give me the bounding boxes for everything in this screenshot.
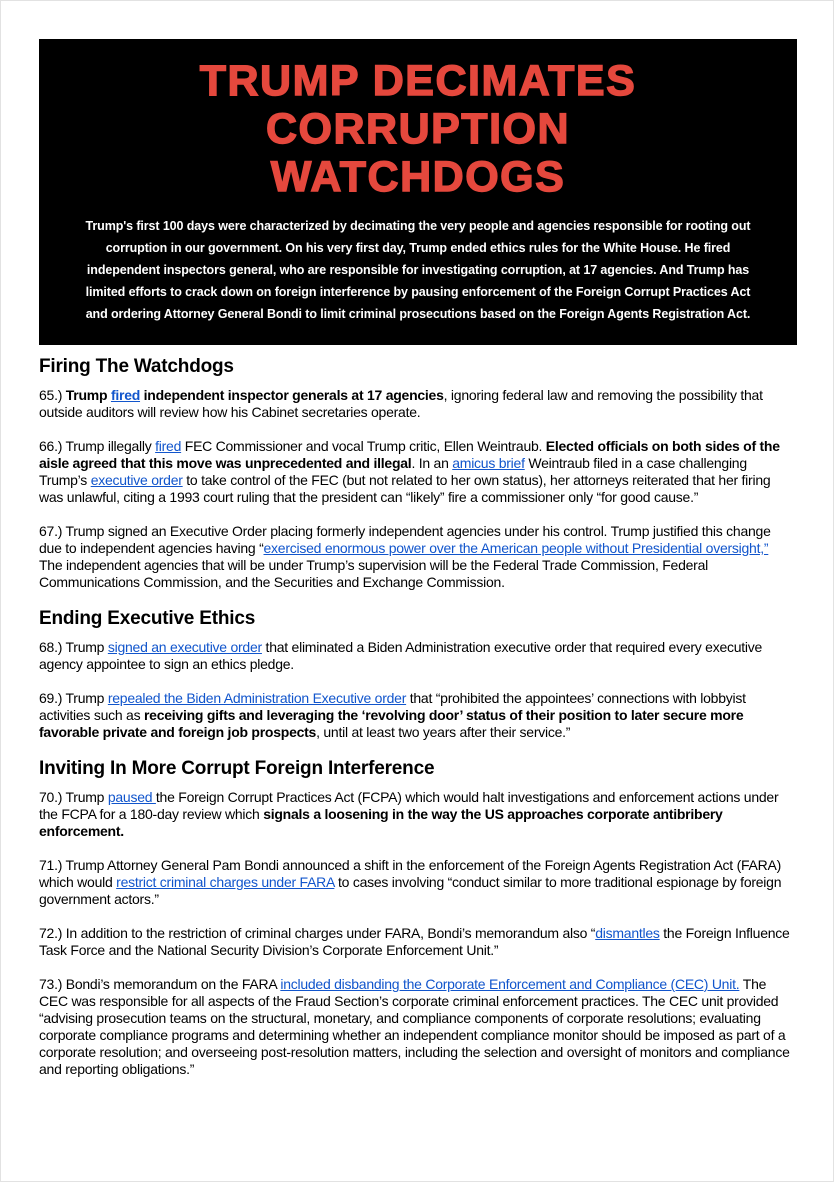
document-title bbox=[65, 57, 771, 201]
body-text: 68.) Trump bbox=[39, 639, 108, 655]
body-text: , ignoring federal law and removing the possibility that outside auditors will review how his Cabinet secretaries operate. bbox=[39, 387, 763, 420]
text-link[interactable]: amicus brief bbox=[452, 455, 525, 471]
text-link[interactable]: executive order bbox=[90, 472, 183, 488]
document-body bbox=[39, 356, 795, 1078]
body-text: 73.) Bondi’s memorandum on the FARA bbox=[39, 976, 281, 992]
body-text: the Foreign Corrupt Practices Act (FCPA) which would halt investigations and enforcement actions under the FCPA for a 180-day review which bbox=[39, 789, 779, 822]
title-line-1: TRUMP DECIMATES CORRUPTION bbox=[199, 57, 637, 153]
body-text: that “prohibited the appointees’ connections with lobbyist activities such as bbox=[39, 690, 746, 723]
body-text: that eliminated a Biden Administration executive order that required every executive agency appointee to sign an ethics pledge. bbox=[39, 639, 763, 672]
text-link[interactable]: paused bbox=[107, 789, 156, 805]
text-link[interactable]: repealed the Biden Administration Executive order bbox=[107, 690, 407, 706]
body-text: 71.) Trump Attorney General Pam Bondi announced a shift in the enforcement of the Foreign Agents Registration Act (FARA) which would bbox=[39, 857, 781, 890]
section-heading: Inviting In More Corrupt Foreign Interference bbox=[39, 758, 435, 779]
paragraph bbox=[39, 857, 795, 908]
banner-subtitle: Trump's first 100 days were characterized by decimating the very people and agencies responsible for rooting out corruption in our government. On his very first day, Trump ended ethics rules for the White House. He fired independent inspectors general, who are responsible for investigating corruption, at 17 agencies. And Trump has limited efforts to crack down on foreign interference by pausing enforcement of the Foreign Corrupt Practices Act and ordering Attorney General Bondi to limit criminal prosecutions based on the Foreign Agents Registration Act. bbox=[85, 219, 751, 321]
section-heading: Ending Executive Ethics bbox=[39, 608, 256, 629]
text-link[interactable]: fired bbox=[110, 387, 141, 403]
paragraph bbox=[39, 789, 795, 840]
body-text: 65.) bbox=[39, 387, 66, 403]
body-text: The independent agencies that will be under Trump’s supervision will be the Federal Trade Commission, Federal Communications Commission, and the Securities and Exchange Commission. bbox=[39, 557, 708, 590]
paragraph bbox=[39, 690, 795, 741]
paragraph bbox=[39, 387, 795, 421]
bold-text: signals a loosening in the way the US approaches corporate antibribery enforcement. bbox=[39, 806, 723, 839]
text-link[interactable]: signed an executive order bbox=[107, 639, 262, 655]
bold-text: independent inspector generals at 17 agencies bbox=[140, 387, 444, 403]
body-text: the Foreign Influence Task Force and the National Security Division’s Corporate Enforcement Unit.” bbox=[39, 925, 790, 958]
text-link[interactable]: fired bbox=[155, 438, 182, 454]
header-banner bbox=[39, 39, 797, 345]
body-text: 70.) Trump bbox=[39, 789, 108, 805]
body-text: 67.) Trump signed an Executive Order placing formerly independent agencies under his control. Trump justified this change due to independent agencies having “ bbox=[39, 523, 771, 556]
paragraph bbox=[39, 925, 795, 959]
body-text: to take control of the FEC (but not related to her own status), her attorneys reiterated that her firing was unlawful, citing a 1993 court ruling that the president can “likely” fire a commissioner only “for good cause.” bbox=[39, 472, 771, 505]
text-link[interactable]: exercised enormous power over the American people without Presidential oversight,” bbox=[263, 540, 769, 556]
text-link[interactable]: dismantles bbox=[595, 925, 660, 941]
bold-text: Elected officials on both sides of the aisle agreed that this move was unprecedented and illegal bbox=[39, 438, 780, 471]
body-text: FEC Commissioner and vocal Trump critic, Ellen Weintraub. bbox=[181, 438, 546, 454]
title-line-2: WATCHDOGS bbox=[270, 153, 566, 201]
body-text: to cases involving “conduct similar to more traditional espionage by foreign government actors.” bbox=[39, 874, 782, 907]
section-heading: Firing The Watchdogs bbox=[39, 356, 234, 377]
paragraph bbox=[39, 639, 795, 673]
bold-text: Trump bbox=[65, 387, 111, 403]
body-text: 72.) In addition to the restriction of criminal charges under FARA, Bondi’s memorandum also “ bbox=[39, 925, 596, 941]
body-text: Weintraub filed in a case challenging Trump’s bbox=[39, 455, 747, 488]
text-link[interactable]: included disbanding the Corporate Enforcement and Compliance (CEC) Unit. bbox=[280, 976, 740, 992]
body-text: 69.) Trump bbox=[39, 690, 108, 706]
body-text: 66.) Trump illegally bbox=[39, 438, 156, 454]
paragraph bbox=[39, 976, 795, 1078]
body-text: The CEC was responsible for all aspects of the Fraud Section’s corporate criminal enforcement practices. The CEC unit provided “advising prosecution teams on the structural, monetary, and compliance components of corporate resolutions; evaluating corporate compliance programs and determining whether an independent compliance monitor should be imposed as part of a corporate resolution; and overseeing post-resolution matters, including the selection and oversight of monitors and compliance and reporting obligations.” bbox=[39, 976, 790, 1077]
body-text: , until at least two years after their service.” bbox=[316, 724, 571, 740]
paragraph bbox=[39, 523, 795, 591]
text-link[interactable]: restrict criminal charges under FARA bbox=[116, 874, 335, 890]
bold-text: receiving gifts and leveraging the ‘revolving door’ status of their position to later secure more favorable private and foreign job prospects bbox=[39, 707, 744, 740]
body-text: . In an bbox=[411, 455, 453, 471]
paragraph bbox=[39, 438, 795, 506]
